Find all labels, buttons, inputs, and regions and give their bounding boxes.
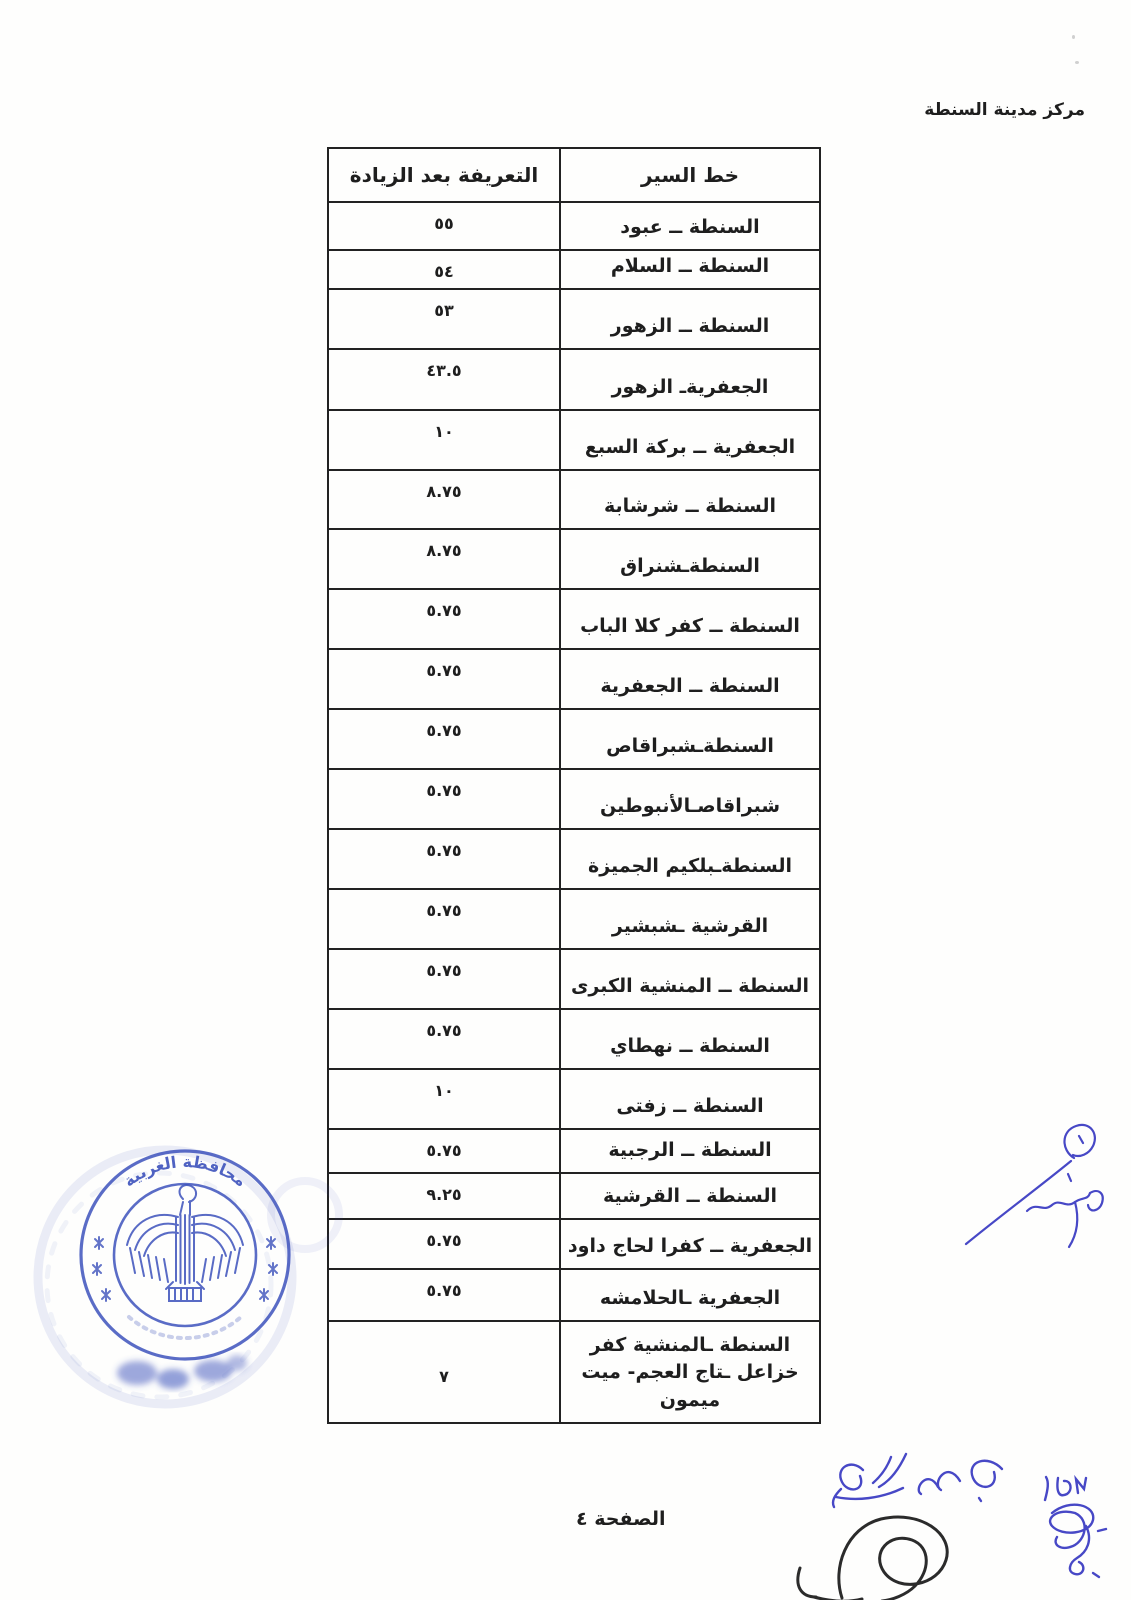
route-name-cell: السنطة ــ عبود [560, 202, 820, 250]
route-name-cell: الجعفرية ـالحلامشه [560, 1269, 820, 1321]
tariff-value-cell: ٥.٧٥ [328, 1269, 560, 1321]
table-row [328, 1009, 820, 1069]
tariff-value-cell: ٥.٧٥ [328, 1219, 560, 1269]
tariff-value-cell: ٥.٧٥ [328, 829, 560, 889]
signature-bottom-right [1045, 1477, 1106, 1577]
tariff-table [327, 147, 821, 1424]
table-row [328, 529, 820, 589]
route-name-cell: السنطة ـالمنشية كفر خزاعل ـتاج العجم- ميت ميمون [560, 1321, 820, 1423]
stamp-outer-ring [81, 1151, 289, 1359]
tariff-value-cell: ٥٣ [328, 289, 560, 349]
signature-bottom-blue [833, 1454, 1002, 1507]
route-name-cell: السنطة ــ شرشابة [560, 470, 820, 529]
scan-speck [1072, 35, 1075, 39]
tariff-value-cell: ٥٥ [328, 202, 560, 250]
stamp-side-ornaments [93, 1237, 277, 1301]
tariff-value-cell: ٧ [328, 1321, 560, 1423]
route-name-cell: السنطة ــ المنشية الكبرى [560, 949, 820, 1009]
table-row [328, 202, 820, 250]
scan-speck [1075, 61, 1079, 64]
tariff-value-cell: ٥.٧٥ [328, 889, 560, 949]
table-row [328, 289, 820, 349]
tariff-value-cell: ٨.٧٥ [328, 529, 560, 589]
page-number-label: الصفحة ٤ [576, 1508, 666, 1530]
table-row [328, 1173, 820, 1219]
table-row [328, 470, 820, 529]
route-column-header: خط السير [560, 148, 820, 202]
signature-middle-right [966, 1125, 1103, 1247]
table-row [328, 250, 820, 289]
table-row [328, 949, 820, 1009]
table-row [328, 1069, 820, 1129]
table-row [328, 889, 820, 949]
tariff-value-cell: ٥٤ [328, 250, 560, 289]
stamp-inner-ring [114, 1184, 256, 1326]
table-row [328, 1321, 820, 1423]
route-name-cell: السنطةـشنراق [560, 529, 820, 589]
tariff-value-cell: ٨.٧٥ [328, 470, 560, 529]
tariff-value-cell: ١٠ [328, 410, 560, 470]
route-name-cell: السنطة ــ القرشية [560, 1173, 820, 1219]
table-header-row [328, 148, 820, 202]
tariff-table-body [328, 202, 820, 1423]
route-name-cell: القرشية ـشبشير [560, 889, 820, 949]
document-header-note: مركز مدينة السنطة [924, 100, 1085, 120]
stamp-ink-smudge [117, 1355, 247, 1389]
tariff-column-header: التعريفة بعد الزيادة [328, 148, 560, 202]
route-name-cell: الجعفرية ــ بركة السبع [560, 410, 820, 470]
route-name-cell: السنطةـبلكيم الجميزة [560, 829, 820, 889]
tariff-value-cell: ١٠ [328, 1069, 560, 1129]
route-name-cell: السنطة ــ السلام [560, 250, 820, 289]
route-name-cell: الجعفريةـ الزهور [560, 349, 820, 410]
tariff-value-cell: ٥.٧٥ [328, 589, 560, 649]
route-name-cell: الجعفرية ــ كفرا لحاج داود [560, 1219, 820, 1269]
table-row [328, 649, 820, 709]
table-row [328, 1219, 820, 1269]
table-row [328, 829, 820, 889]
table-row [328, 1129, 820, 1173]
tariff-value-cell: ٥.٧٥ [328, 649, 560, 709]
table-row [328, 1269, 820, 1321]
tariff-value-cell: ٤٣.٥ [328, 349, 560, 410]
tariff-value-cell: ٥.٧٥ [328, 1129, 560, 1173]
official-round-stamp [38, 1150, 339, 1404]
stamp-governorate-text: محافظة الغربية [119, 1152, 251, 1191]
table-row [328, 589, 820, 649]
route-name-cell: السنطة ــ الزهور [560, 289, 820, 349]
table-row [328, 709, 820, 769]
route-name-cell: شبراقاصـالأنبوطين [560, 769, 820, 829]
tariff-value-cell: ٩.٢٥ [328, 1173, 560, 1219]
route-name-cell: السنطة ــ كفر كلا الباب [560, 589, 820, 649]
eagle-emblem-icon [127, 1185, 243, 1301]
route-name-cell: السنطة ــ الرجبية [560, 1129, 820, 1173]
table-row [328, 349, 820, 410]
tariff-value-cell: ٥.٧٥ [328, 769, 560, 829]
table-row [328, 410, 820, 470]
tariff-value-cell: ٥.٧٥ [328, 709, 560, 769]
tariff-value-cell: ٥.٧٥ [328, 1009, 560, 1069]
signature-bottom-black [798, 1517, 947, 1600]
table-row [328, 769, 820, 829]
tariff-value-cell: ٥.٧٥ [328, 949, 560, 1009]
route-name-cell: السنطةـشبراقاص [560, 709, 820, 769]
route-name-cell: السنطة ــ زفتى [560, 1069, 820, 1129]
route-name-cell: السنطة ــ نهطاي [560, 1009, 820, 1069]
route-name-cell: السنطة ــ الجعفرية [560, 649, 820, 709]
